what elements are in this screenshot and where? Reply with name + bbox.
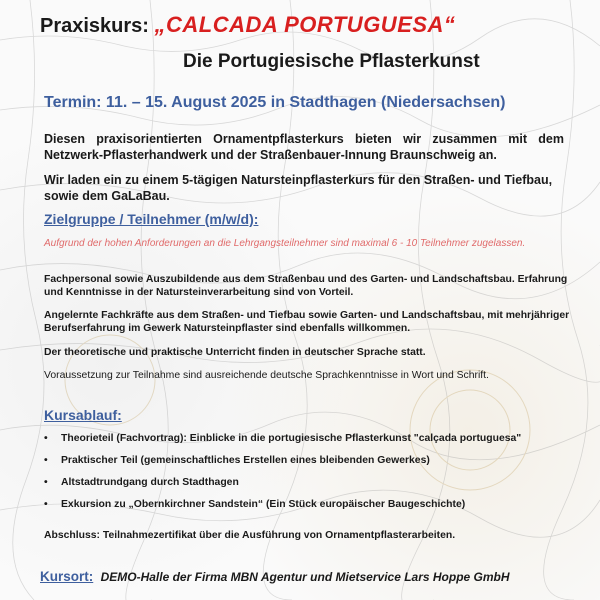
list-item xyxy=(44,498,584,520)
intro-paragraph-2: Wir laden ein zu einem 5-tägigen Natursteinpflasterkurs für den Straßen- und Tiefbau, sowie dem GaLaBau. xyxy=(44,173,553,203)
course-location-label: Kursort: xyxy=(40,569,94,584)
course-date-heading: Termin: 11. – 15. August 2025 in Stadthagen (Niedersachsen) xyxy=(44,94,506,111)
list-item-text: Theorieteil (Fachvortrag): Einblicke in die portugiesische Pflasterkunst "calçada portuguesa" xyxy=(61,433,522,444)
intro-paragraph-1: Diesen praxisorientierten Ornamentpflasterkurs bieten wir zusammen mit dem Netzwerk-Pflasterhandwerk und der Straßenbauer-Innung Braunschweig an. xyxy=(44,132,564,162)
list-item-text: Exkursion zu „Obernkirchner Sandstein“ (Ein Stück europäischer Baugeschichte) xyxy=(61,499,466,510)
list-item xyxy=(44,476,584,498)
list-item xyxy=(44,454,584,476)
zielgruppe-paragraph-3: Der theoretische und praktische Unterricht finden in deutscher Sprache statt. xyxy=(44,347,426,358)
list-item xyxy=(44,432,584,454)
list-item-text: Praktischer Teil (gemeinschaftliches Erstellen eines bleibenden Gewerkes) xyxy=(61,455,430,466)
zielgruppe-paragraph-4: Voraussetzung zur Teilnahme sind ausreichende deutsche Sprachkenntnisse in Wort und Schrift. xyxy=(44,370,489,381)
list-item-text: Altstadtrundgang durch Stadthagen xyxy=(61,477,239,488)
title-main: „CALCADA PORTUGUESA“ xyxy=(154,12,456,37)
zielgruppe-paragraph-2: Angelernte Fachkräfte aus dem Straßen- und Tiefbau sowie Garten- und Landschaftsbau, mit mehrjähriger Berufserfahrung im Gewerk Natursteinpflaster sind ebenfalls willkommen. xyxy=(44,310,570,334)
page-subtitle: Die Portugiesische Pflasterkunst xyxy=(183,51,480,72)
kursablauf-list xyxy=(44,432,584,520)
participant-limit-note: Aufgrund der hohen Anforderungen an die Lehrgangsteilnehmer sind maximal 6 - 10 Teilnehmer zugelassen. xyxy=(44,238,526,249)
zielgruppe-paragraph-1: Fachpersonal sowie Auszubildende aus dem Straßenbau und des Garten- und Landschaftsbau. Erfahrung und Kenntnisse in der Natursteinverarbeitung sind von Vorteil. xyxy=(44,274,568,298)
course-location-value: DEMO-Halle der Firma MBN Agentur und Mietservice Lars Hoppe GmbH xyxy=(100,570,510,584)
course-location xyxy=(40,569,510,584)
title-prefix: Praxiskurs: xyxy=(40,15,149,37)
bullet-icon: • xyxy=(44,477,48,488)
bullet-icon: • xyxy=(44,433,48,444)
bullet-icon: • xyxy=(44,499,48,510)
page-title xyxy=(40,12,455,38)
section-heading-zielgruppe: Zielgruppe / Teilnehmer (m/w/d): xyxy=(44,211,259,227)
section-heading-kursablauf: Kursablauf: xyxy=(44,407,122,423)
completion-certificate-text: Abschluss: Teilnahmezertifikat über die Ausführung von Ornamentpflasterarbeiten. xyxy=(44,530,456,541)
bullet-icon: • xyxy=(44,455,48,466)
